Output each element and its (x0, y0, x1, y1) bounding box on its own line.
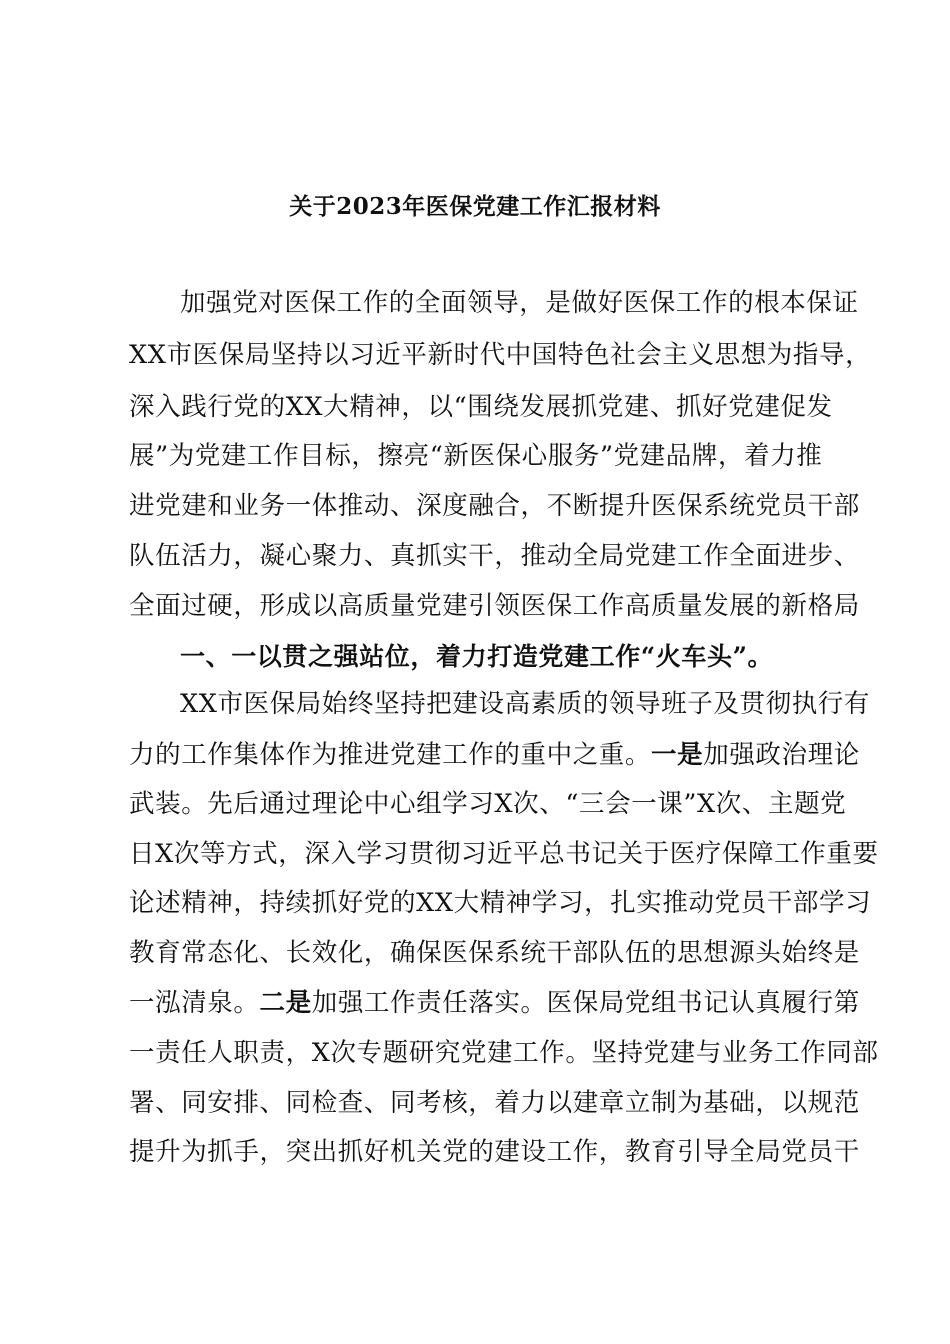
intro-line-3: 深入践行党的XX大精神，以“围绕发展抓党建、抓好党建促发 (129, 392, 833, 422)
section-1-line-7-text-c: 加强工作责任落实。医保局党组书记认真履行第 (311, 988, 860, 1018)
section-1-line-1: XX市医保局始终坚持把建设高素质的领导班子及贯彻执行有 (180, 689, 871, 719)
intro-line-2: XX市医保局坚持以习近平新时代中国特色社会主义思想为指导， (129, 340, 872, 370)
section-1-line-9: 署、同安排、同检查、同考核，着力以建章立制为基础，以规范 (129, 1088, 860, 1118)
section-1-heading: 一、一以贯之强站位，着力打造党建工作“火车头”。 (180, 642, 774, 671)
intro-line-6: 队伍活力，凝心聚力、真抓实干，推动全局党建工作全面进步、 (129, 541, 860, 571)
section-1-line-2 (129, 740, 860, 770)
intro-line-7: 全面过硬，形成以高质量党建引领医保工作高质量发展的新格局 (129, 591, 860, 621)
section-1-line-5: 论述精神，持续抓好党的XX大精神学习，扎实推动党员干部学习 (129, 888, 872, 918)
section-1-line-2-text-c: 加强政治理论 (703, 740, 860, 770)
section-1-line-7-text-a: 一泓清泉。 (129, 988, 260, 1018)
intro-line-1: 加强党对医保工作的全面领导，是做好医保工作的根本保证 (180, 288, 859, 318)
intro-line-5: 进党建和业务一体推动、深度融合，不断提升医保系统党员干部 (129, 491, 860, 521)
intro-line-4: 展”为党建工作目标，擦亮“新医保心服务”党建品牌，着力推 (129, 441, 823, 471)
section-1-line-4: 日X次等方式，深入学习贯彻习近平总书记关于医疗保障工作重要 (129, 839, 879, 869)
section-1-line-8: 一责任人职责，X次专题研究党建工作。坚持党建与业务工作同部 (129, 1038, 879, 1068)
section-1-line-7 (129, 988, 860, 1018)
emphasis-second: 二是 (259, 988, 312, 1018)
section-1-line-10: 提升为抓手，突出抓好机关党的建设工作，教育引导全局党员干 (129, 1137, 860, 1167)
section-1-line-3: 武装。先后通过理论中心组学习X次、“三会一课”X次、主题党 (129, 789, 847, 819)
document-title: 关于2023年医保党建工作汇报材料 (289, 193, 661, 220)
section-1-line-6: 教育常态化、长效化，确保医保系统干部队伍的思想源头始终是 (129, 938, 860, 968)
section-1-line-2-text-a: 力的工作集体作为推进党建工作的重中之重。 (129, 740, 652, 770)
emphasis-first: 一是 (651, 740, 704, 770)
